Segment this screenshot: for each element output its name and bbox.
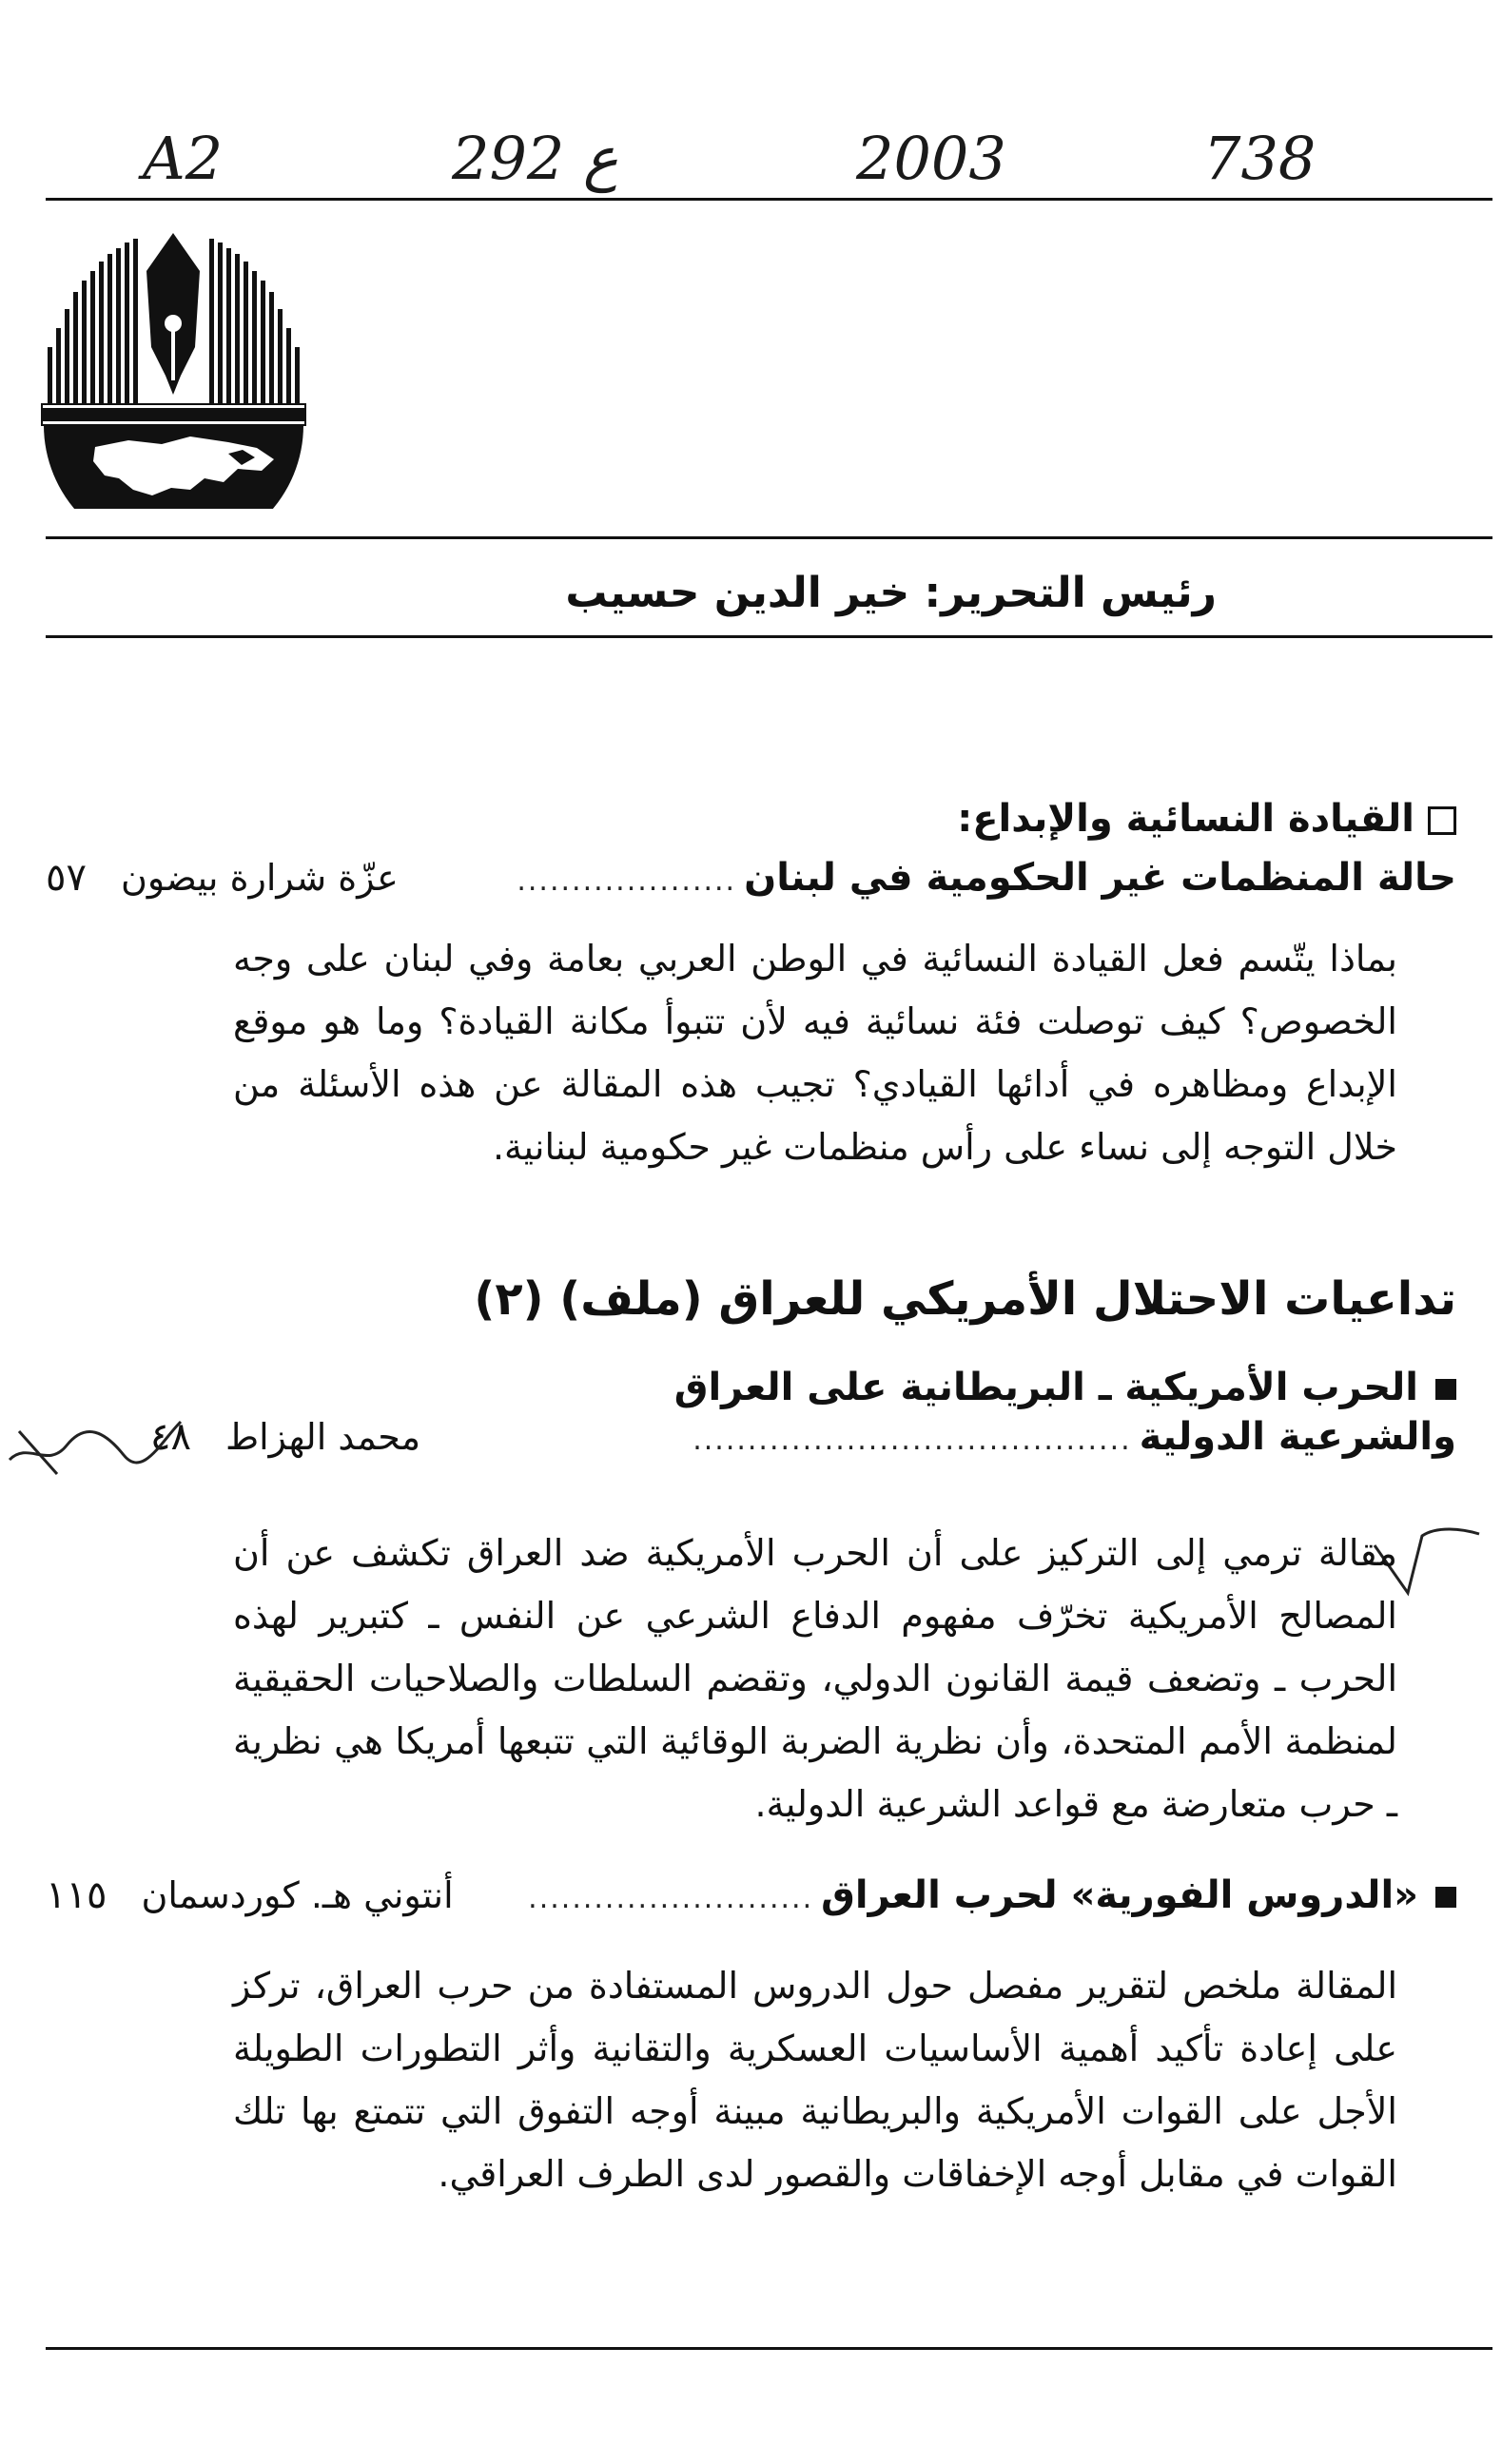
handwritten-number: 292 ع bbox=[452, 124, 619, 193]
section-heading-text: القيادة النسائية والإبداع: bbox=[957, 797, 1414, 841]
article-title: الحرب الأمريكية ـ البريطانية على العراق bbox=[673, 1366, 1418, 1409]
page-number: ١١٥ bbox=[46, 1873, 107, 1917]
handwritten-year: 2003 bbox=[856, 124, 1006, 193]
filled-square-icon bbox=[1435, 1379, 1456, 1400]
toc-entry[interactable] bbox=[46, 1366, 1456, 1459]
article-abstract: المقالة ملخص لتقرير مفصل حول الدروس المستفادة من حرب العراق، تركز على إعادة تأكيد أهمية الأساسيات العسكرية والتقانية وأثر التطورات الطويلة الأجل على القوات الأمريكية والبريطانية مبينة أوجه التفوق التي تتمتع بها تلك القوات في مقابل أوجه الإخفاقات والقصور لدى الطرف العراقي. bbox=[233, 1965, 1397, 2195]
handwritten-id: 738 bbox=[1203, 124, 1317, 193]
leader-dots: ........................................ bbox=[692, 1424, 1132, 1457]
handwritten-code: A2 bbox=[143, 124, 224, 193]
page-number: ٥٧ bbox=[46, 856, 87, 900]
top-rule bbox=[46, 198, 1492, 201]
leader-dots: .................... bbox=[517, 864, 737, 898]
article-title: حالة المنظمات غير الحكومية في لبنان bbox=[744, 856, 1456, 900]
masthead-rule-top bbox=[46, 536, 1492, 539]
masthead-rule-bottom bbox=[46, 635, 1492, 638]
logo-emblem-icon bbox=[38, 233, 309, 509]
article-author: عزّة شرارة بيضون bbox=[120, 857, 399, 899]
article-title-line2: والشرعية الدولية bbox=[1139, 1415, 1456, 1459]
toc-entry[interactable] bbox=[46, 856, 1456, 900]
bottom-rule bbox=[46, 2347, 1492, 2350]
toc-entry[interactable] bbox=[46, 1873, 1456, 1917]
article-abstract: مقالة ترمي إلى التركيز على أن الحرب الأمريكية ضد العراق تكشف عن أن المصالح الأمريكية تخرّف مفهوم الدفاع الشرعي عن النفس ـ كتبرير لهذه الحرب ـ وتضعف قيمة القانون الدولي، وتقضم السلطات والصلاحيات الحقيقية لمنظمة الأمم المتحدة، وأن نظرية الضربة الوقائية التي تتبعها أمريكا هي نظرية ـ حرب متعارضة مع قواعد الشرعية الدولية. bbox=[233, 1532, 1397, 1825]
handwritten-signature-icon bbox=[0, 1403, 190, 1488]
empty-box-icon bbox=[1428, 806, 1456, 835]
file-title: تداعيات الاحتلال الأمريكي للعراق (ملف) (٢) bbox=[474, 1272, 1456, 1326]
editor-in-chief: رئيس التحرير: خير الدين حسيب bbox=[565, 569, 1217, 617]
article-author: أنتوني هـ. كوردسمان bbox=[141, 1874, 454, 1916]
page-number: ٤٨ bbox=[150, 1415, 191, 1459]
center-logo bbox=[38, 233, 309, 509]
section-heading bbox=[957, 797, 1456, 841]
filled-square-icon bbox=[1435, 1887, 1456, 1908]
article-title: «الدروس الفورية» لحرب العراق bbox=[821, 1873, 1418, 1917]
article-abstract: بماذا يتّسم فعل القيادة النسائية في الوطن العربي بعامة وفي لبنان على وجه الخصوص؟ كيف توصلت فئة نسائية فيه لأن تتبوأ مكانة القيادة؟ وما هو موقع الإبداع ومظاهره في أدائها القيادي؟ تجيب هذه المقالة عن هذه الأسئلة من خلال التوجه إلى نساء على رأس منظمات غير حكومية لبنانية. bbox=[233, 938, 1397, 1168]
leader-dots: .......................... bbox=[528, 1882, 814, 1915]
article-author: محمد الهزاط bbox=[224, 1416, 421, 1458]
